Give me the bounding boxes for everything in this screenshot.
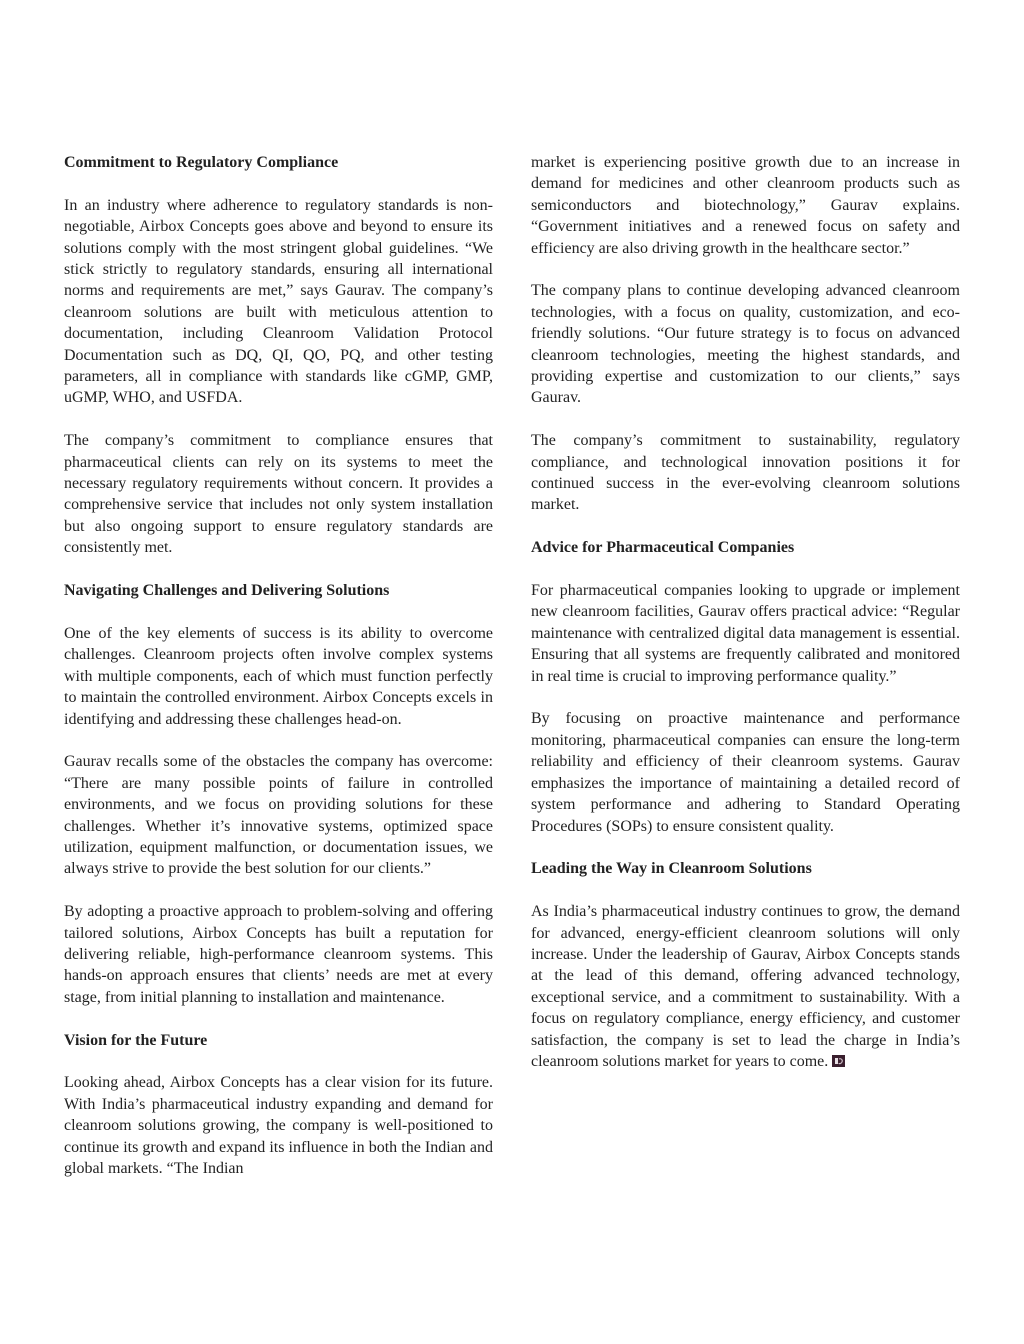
publication-end-mark-icon xyxy=(832,1055,845,1067)
paragraph: By adopting a proactive approach to problem-solving and offering tailored solutions, Airbox Concepts has built a reputation for delivering reliable, high-performance cleanroom systems. This hands-on approach ensures that clients’ needs are met at every stage, from initial planning to installation and maintenance. xyxy=(64,903,493,1006)
final-paragraph xyxy=(531,901,960,1072)
paragraph: Looking ahead, Airbox Concepts has a clear vision for its future. With India’s pharmaceutical industry expanding and demand for cleanroom solutions growing, the company is well-positioned to continue its growth and expand its influence in both the Indian and global markets. “The Indian xyxy=(64,1074,493,1177)
paragraph: The company’s commitment to sustainability, regulatory compliance, and technological innovation positions it for continued success in the ever-evolving cleanroom solutions market. xyxy=(531,432,960,514)
section-heading-leading: Leading the Way in Cleanroom Solutions xyxy=(531,860,812,878)
section-heading-challenges: Navigating Challenges and Delivering Solutions xyxy=(64,582,390,600)
section-heading-regulatory-compliance: Commitment to Regulatory Compliance xyxy=(64,154,339,171)
paragraph-continued: market is experiencing positive growth due to an increase in demand for medicines and other cleanroom products such as semiconductors and biotechnology,” Gaurav explains. “Government initiatives and a renewed focus on safety and efficiency are also driving growth in the healthcare sector.” xyxy=(531,154,960,257)
section-heading-vision: Vision for the Future xyxy=(64,1031,208,1049)
paragraph: One of the key elements of success is its ability to overcome challenges. Cleanroom projects often involve complex systems with multiple components, each of which must function perfectly to maintain the controlled environment. Airbox Concepts excels in identifying and addressing these challenges head-on. xyxy=(64,624,493,728)
left-column xyxy=(64,152,493,1201)
final-paragraph-text: As India’s pharmaceutical industry continues to grow, the demand for advanced, energy-efficient cleanroom solutions will only increase. Under the leadership of Gaurav, Airbox Concepts stands at the lead of this demand, offering advanced technology, exceptional service, and a commitment to sustainability. With a focus on regulatory compliance, energy efficiency, and customer satisfaction, the company is set to lead the charge in India’s cleanroom solutions market for years to come. xyxy=(531,903,960,1070)
paragraph: Gaurav recalls some of the obstacles the company has overcome: “There are many possible points of failure in controlled environments, and we focus on providing solutions for these challenges. Whether it’s innovative systems, optimized space utilization, equipment malfunction, or documentation issues, we always strive to provide the best solution for our clients.” xyxy=(64,753,493,878)
paragraph: In an industry where adherence to regulatory standards is non-negotiable, Airbox Concepts goes above and beyond to ensure its solutions comply with the most stringent global guidelines. “We stick strictly to regulatory standards, ensuring all international norms and requirements are met,” says Gaurav. The company’s cleanroom solutions are built with meticulous attention to documentation, including Cleanroom Validation Protocol Documentation such as DQ, QI, QO, PQ, and other testing parameters, all in compliance with standards like cGMP, GMP, uGMP, WHO, and USFDA. xyxy=(64,196,493,407)
section-heading-advice: Advice for Pharmaceutical Companies xyxy=(531,539,795,557)
paragraph: The company plans to continue developing advanced cleanroom technologies, with a focus on quality, customization, and eco-friendly solutions. “Our future strategy is to focus on advanced cleanroom technologies, meeting the highest standards, and providing expertise and customization to our clients,” says Gaurav. xyxy=(531,282,960,407)
paragraph: For pharmaceutical companies looking to upgrade or implement new cleanroom facilities, Gaurav offers practical advice: “Regular maintenance with centralized digital data management is essential. Ensuring that all systems are frequently calibrated and monitored in real time is crucial to improving performance quality.” xyxy=(531,582,960,685)
paragraph: The company’s commitment to compliance ensures that pharmaceutical clients can rely on its systems to meet the necessary regulatory requirements without concern. It provides a comprehensive service that includes not only system installation but also ongoing support to ensure regulatory standards are consistently met. xyxy=(64,432,493,557)
paragraph: By focusing on proactive maintenance and performance monitoring, pharmaceutical companies can ensure the long-term reliability and efficiency of their cleanroom systems. Gaurav emphasizes the importance of maintaining a detailed record of system performance and adhering to Standard Operating Procedures (SOPs) to ensure consistent quality. xyxy=(531,710,960,835)
right-column xyxy=(531,152,960,1094)
